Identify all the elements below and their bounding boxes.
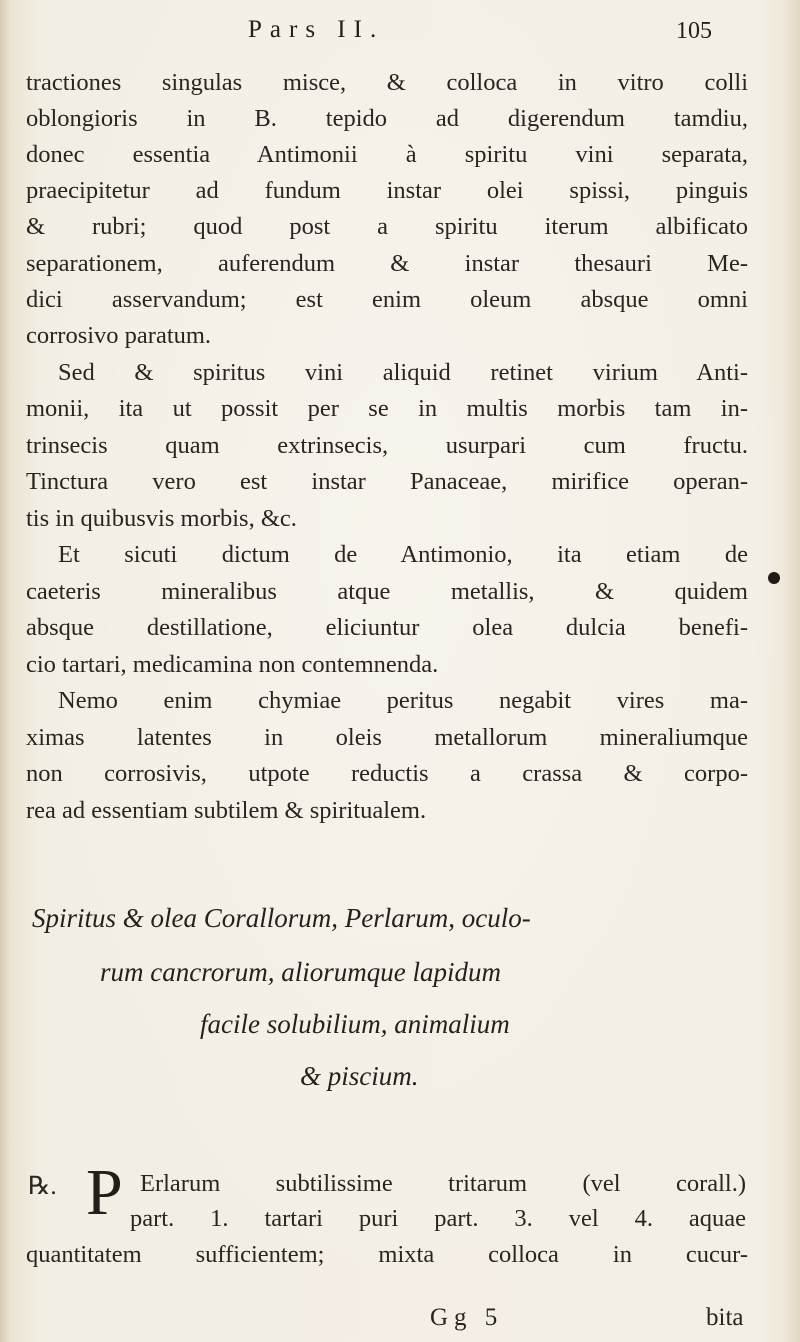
- text-line: praecipitetur ad fundum instar olei spissi, pinguis: [26, 177, 748, 204]
- text-line: quantitatem sufficientem; mixta colloca in cucur-: [26, 1241, 748, 1268]
- text-line: donec essentia Antimonii à spiritu vini separata,: [26, 141, 748, 168]
- section-title-line: facile solubilium, animalium: [200, 1009, 510, 1039]
- text-line: Et sicuti dictum de Antimonio, ita etiam de: [58, 541, 748, 568]
- text-line: dici asservandum; est enim oleum absque omni: [26, 286, 748, 313]
- text-line: Sed & spiritus vini aliquid retinet virium Anti-: [58, 359, 748, 386]
- catchword: bita: [706, 1304, 744, 1331]
- text-line: monii, ita ut possit per se in multis morbis tam in-: [26, 395, 748, 422]
- text-line: Erlarum subtilissime tritarum (vel corall.): [140, 1170, 746, 1197]
- page-edge-shadow: [786, 0, 800, 1342]
- text-line: ximas latentes in oleis metallorum mineraliumque: [26, 724, 748, 751]
- ink-spot: [768, 572, 780, 584]
- text-line: caeteris mineralibus atque metallis, & quidem: [26, 578, 748, 605]
- text-line: oblongioris in B. tepido ad digerendum tamdiu,: [26, 105, 748, 132]
- running-head: Pars II.: [248, 16, 385, 43]
- text-line: rea ad essentiam subtilem & spiritualem.: [26, 797, 427, 824]
- text-line: non corrosivis, utpote reductis a crassa & corpo-: [26, 760, 748, 787]
- text-line: & rubri; quod post a spiritu iterum albificato: [26, 213, 748, 240]
- recipe-symbol: ℞.: [28, 1173, 57, 1200]
- page-number: 105: [676, 18, 712, 44]
- text-line: absque destillatione, eliciuntur olea dulcia benefi-: [26, 614, 748, 641]
- section-title-line: & piscium.: [300, 1061, 419, 1091]
- drop-cap: P: [86, 1156, 123, 1229]
- text-line: tis in quibusvis morbis, &c.: [26, 505, 297, 532]
- text-line: separationem, auferendum & instar thesauri Me-: [26, 250, 748, 277]
- section-title-line: rum cancrorum, aliorumque lapidum: [100, 957, 501, 987]
- section-title-line: Spiritus & olea Corallorum, Perlarum, oculo-: [32, 903, 531, 933]
- text-line: tractiones singulas misce, & colloca in vitro colli: [26, 69, 748, 96]
- text-line: corrosivo paratum.: [26, 322, 212, 349]
- text-line: trinsecis quam extrinsecis, usurpari cum fructu.: [26, 432, 748, 459]
- text-line: Nemo enim chymiae peritus negabit vires ma-: [58, 687, 748, 714]
- binding-edge: [0, 0, 10, 1342]
- text-line: Tinctura vero est instar Panaceae, mirifice operan-: [26, 468, 748, 495]
- signature-mark: Gg 5: [430, 1304, 504, 1331]
- text-line: part. 1. tartari puri part. 3. vel 4. aquae: [130, 1205, 746, 1232]
- text-line: cio tartari, medicamina non contemnenda.: [26, 651, 439, 678]
